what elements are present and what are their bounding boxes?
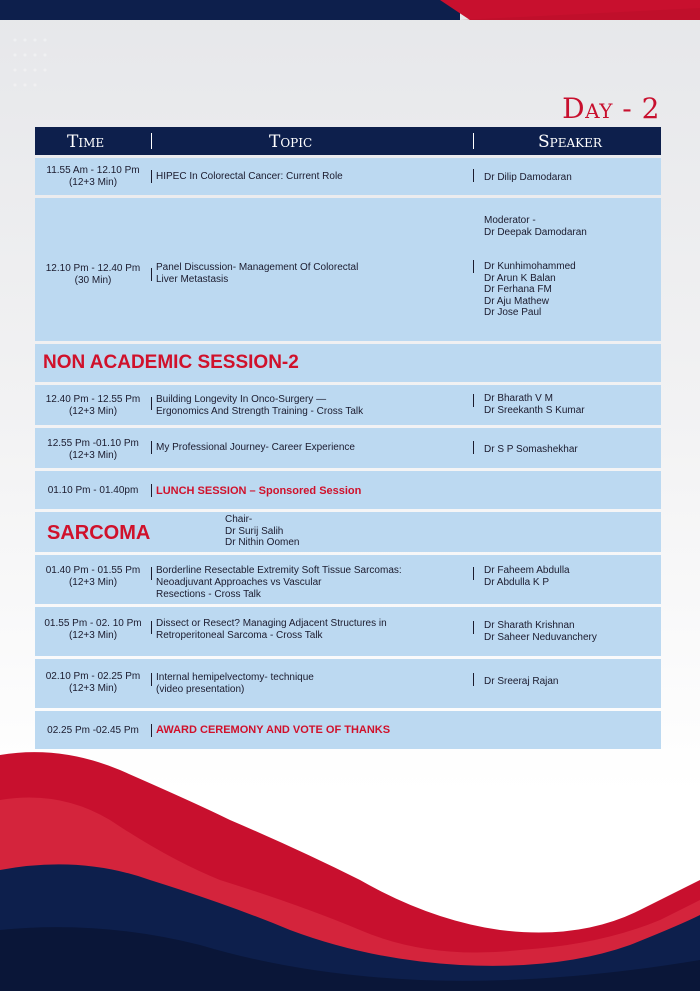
topic-text: My Professional Journey- Career Experience bbox=[156, 442, 355, 453]
time-cell bbox=[35, 394, 151, 418]
speaker-cell bbox=[484, 393, 654, 416]
topic-cell bbox=[156, 485, 476, 497]
topic-text: Liver Metastasis bbox=[156, 274, 229, 285]
speaker-name: Dr Abdulla K P bbox=[484, 576, 550, 588]
time-range: 12.55 Pm -01.10 Pm bbox=[47, 438, 139, 449]
topic-cell bbox=[156, 565, 476, 601]
speaker-name: Dr Kunhimohammed bbox=[484, 261, 576, 272]
chair-cell bbox=[225, 514, 395, 549]
speaker-name: Dr Faheem Abdulla bbox=[484, 565, 570, 576]
speaker-name: Dr Sharath Krishnan bbox=[484, 620, 575, 631]
topic-text: Retroperitoneal Sarcoma - Cross Talk bbox=[156, 630, 323, 641]
column-divider bbox=[151, 724, 152, 737]
topic-cell bbox=[156, 724, 476, 736]
session-header-row bbox=[35, 344, 661, 382]
header-topic: Topic bbox=[269, 132, 313, 152]
topic-text: Internal hemipelvectomy- technique bbox=[156, 672, 314, 683]
column-divider bbox=[473, 394, 474, 407]
header-divider bbox=[473, 133, 474, 149]
topic-cell bbox=[156, 171, 476, 183]
time-duration: (12+3 Min) bbox=[68, 577, 118, 588]
time-range: 01.55 Pm - 02. 10 Pm bbox=[44, 618, 142, 629]
column-divider bbox=[151, 170, 152, 183]
time-cell bbox=[35, 725, 151, 737]
speaker-cell bbox=[484, 620, 654, 643]
column-divider bbox=[151, 441, 152, 454]
speaker-cell bbox=[484, 172, 654, 184]
column-divider bbox=[473, 621, 474, 634]
column-divider bbox=[151, 397, 152, 410]
time-cell bbox=[35, 165, 151, 189]
speaker-name: Dr Aju Mathew bbox=[484, 295, 550, 307]
chair-name: Dr Surij Salih bbox=[225, 525, 284, 537]
topic-cell bbox=[156, 394, 476, 418]
column-divider bbox=[473, 673, 474, 686]
time-range: 12.40 Pm - 12.55 Pm bbox=[45, 394, 141, 405]
topic-text: (video presentation) bbox=[156, 684, 245, 695]
table-row bbox=[35, 607, 661, 656]
time-range: 12.10 Pm - 12.40 Pm bbox=[45, 263, 141, 274]
table-row bbox=[35, 428, 661, 468]
header-speaker: Speaker bbox=[538, 132, 602, 152]
time-duration: (12+3 Min) bbox=[68, 406, 118, 417]
topic-text: Building Longevity In Onco-Surgery — bbox=[156, 394, 327, 405]
topic-cell bbox=[156, 442, 476, 454]
sarcoma-title: SARCOMA bbox=[47, 522, 151, 544]
table-row bbox=[35, 198, 661, 341]
speaker-name: Dr Dilip Damodaran bbox=[484, 172, 572, 183]
speaker-name: Dr Arun K Balan bbox=[484, 272, 556, 284]
time-range: 01.10 Pm - 01.40pm bbox=[47, 485, 139, 496]
speaker-name: Dr Jose Paul bbox=[484, 307, 542, 318]
day-title: Day - 2 bbox=[562, 92, 660, 125]
table-row bbox=[35, 158, 661, 195]
table-row bbox=[35, 385, 661, 425]
column-divider bbox=[151, 673, 152, 686]
time-duration: (12+3 Min) bbox=[68, 450, 118, 461]
time-cell bbox=[35, 565, 151, 589]
speaker-name: Dr Bharath V M bbox=[484, 393, 553, 404]
time-cell bbox=[35, 618, 151, 642]
chair-name: Dr Nithin Oomen bbox=[225, 537, 300, 548]
speaker-name: Dr Sreeraj Rajan bbox=[484, 676, 559, 687]
topic-text: Borderline Resectable Extremity Soft Tissue Sarcomas: bbox=[156, 565, 402, 576]
session-title: NON ACADEMIC SESSION-2 bbox=[43, 352, 299, 373]
moderator-label: Moderator - bbox=[484, 215, 536, 226]
moderator-cell bbox=[484, 215, 654, 238]
column-divider bbox=[473, 169, 474, 182]
table-row bbox=[35, 711, 661, 749]
speaker-cell bbox=[484, 261, 654, 319]
topic-text: HIPEC In Colorectal Cancer: Current Role bbox=[156, 171, 343, 182]
topic-text: Resections - Cross Talk bbox=[156, 589, 261, 600]
time-range: 01.40 Pm - 01.55 Pm bbox=[45, 565, 141, 576]
topic-cell bbox=[156, 262, 476, 286]
topic-text: Ergonomics And Strength Training - Cross Talk bbox=[156, 406, 364, 417]
topic-text: Neoadjuvant Approaches vs Vascular bbox=[156, 577, 322, 588]
table-row bbox=[35, 659, 661, 708]
time-duration: (30 Min) bbox=[74, 275, 112, 286]
lunch-session-text: LUNCH SESSION – Sponsored Session bbox=[156, 485, 362, 497]
schedule-table bbox=[35, 127, 661, 749]
time-cell bbox=[35, 671, 151, 695]
speaker-name: Dr Ferhana FM bbox=[484, 284, 552, 295]
table-row bbox=[35, 555, 661, 604]
time-duration: (12+3 Min) bbox=[68, 177, 118, 188]
speaker-cell bbox=[484, 676, 654, 688]
column-divider bbox=[473, 260, 474, 273]
time-cell bbox=[35, 263, 151, 287]
topic-text: Panel Discussion- Management Of Colorectal bbox=[156, 262, 359, 273]
header-divider bbox=[151, 133, 152, 149]
column-divider bbox=[151, 621, 152, 634]
time-cell bbox=[35, 438, 151, 462]
time-cell bbox=[35, 485, 151, 497]
time-range: 11.55 Am - 12.10 Pm bbox=[46, 165, 140, 176]
speaker-cell bbox=[484, 444, 654, 456]
column-divider bbox=[151, 567, 152, 580]
time-duration: (12+3 Min) bbox=[68, 683, 118, 694]
time-duration: (12+3 Min) bbox=[68, 630, 118, 641]
column-divider bbox=[473, 567, 474, 580]
header-time: Time bbox=[67, 132, 105, 152]
moderator-name: Dr Deepak Damodaran bbox=[484, 226, 587, 238]
chair-label: Chair- bbox=[225, 514, 253, 525]
time-range: 02.10 Pm - 02.25 Pm bbox=[45, 671, 141, 682]
column-divider bbox=[473, 441, 474, 454]
topic-text: Dissect or Resect? Managing Adjacent Structures in bbox=[156, 618, 387, 629]
table-header bbox=[35, 127, 661, 155]
topic-cell bbox=[156, 618, 476, 642]
speaker-name: Dr Saheer Neduvanchery bbox=[484, 631, 597, 643]
session-header-row bbox=[35, 512, 661, 552]
table-row bbox=[35, 471, 661, 509]
column-divider bbox=[151, 268, 152, 281]
speaker-name: Dr S P Somashekhar bbox=[484, 444, 578, 455]
speaker-name: Dr Sreekanth S Kumar bbox=[484, 404, 585, 416]
time-range: 02.25 Pm -02.45 Pm bbox=[47, 725, 139, 736]
award-ceremony-text: AWARD CEREMONY AND VOTE OF THANKS bbox=[156, 724, 391, 736]
column-divider bbox=[151, 484, 152, 497]
topic-cell bbox=[156, 672, 476, 696]
speaker-cell bbox=[484, 565, 654, 588]
